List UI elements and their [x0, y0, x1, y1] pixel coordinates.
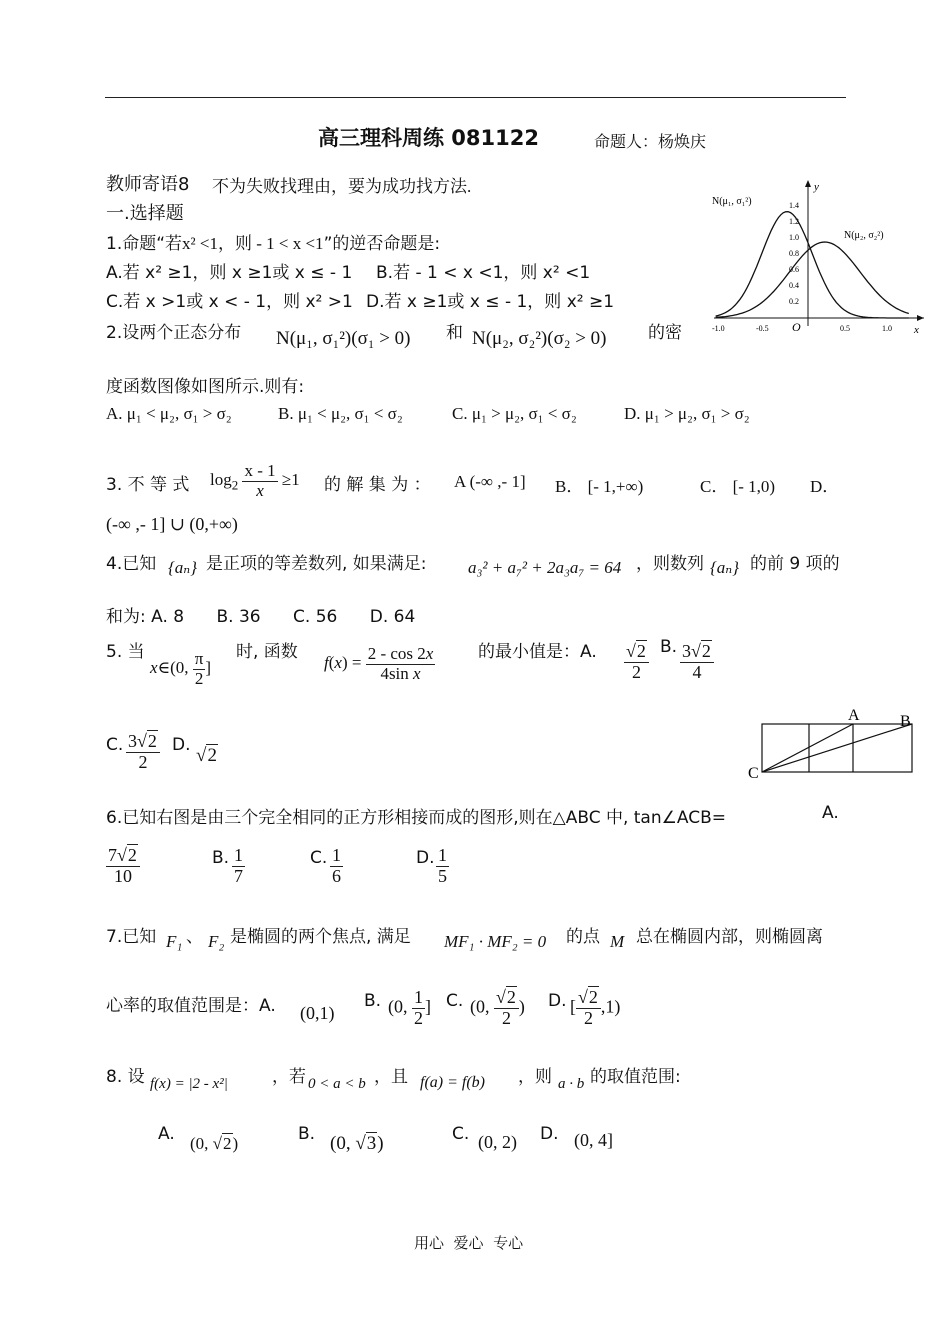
q5-option-a: $\frac{√2}{2}$ — [624, 642, 649, 683]
q7-condition: MF₁ · MF₂ = 0 — [444, 932, 547, 951]
header-rule — [105, 97, 846, 98]
q5-time: 时, 函数 — [236, 642, 298, 662]
y-tick: 0.4 — [789, 281, 799, 290]
x-tick: -1.0 — [712, 324, 725, 333]
q1-stem: 1.命题“若x² <1，则 - 1 < x <1”的逆否命题是: — [106, 234, 441, 254]
q4-pre: 4.已知 — [106, 554, 157, 574]
q5-option-c-label: C. — [106, 735, 124, 755]
q8-mid: ，若 — [272, 1067, 306, 1087]
curve-2-label: N(μ₂, σ₂²) — [844, 230, 884, 241]
x-tick: 0.5 — [840, 324, 850, 333]
author: 命题人：杨焕庆 — [594, 132, 707, 151]
q3-mid: 的 解 集 为 ： — [324, 475, 431, 495]
y-tick: 0.6 — [789, 265, 799, 274]
three-squares-figure — [744, 704, 920, 782]
page-title: 高三理科周练 081122 — [318, 126, 539, 150]
q8-option-a-label: A. — [158, 1124, 175, 1144]
q6-option-b: $\frac{1}{7}$ — [234, 845, 243, 886]
q2-option-d: D. μ₁ > μ₂, σ₁ > σ₂ — [624, 404, 750, 423]
page-footer: 用心 爱心 专心 — [414, 1234, 524, 1252]
q1-option-b: B.若 - 1 < x <1，则 x² <1 — [376, 263, 591, 283]
q5-function: f(x) = $\frac{2 - \cos 2x}{\text{4sin x}}$ — [324, 644, 434, 683]
q4-mid: 是正项的等差数列, 如果满足: — [206, 554, 427, 574]
section-heading: 一.选择题 — [106, 203, 184, 224]
q5-option-d: √2 — [196, 745, 217, 766]
y-tick: 0.2 — [789, 297, 799, 306]
q7-option-a: (0,1) — [300, 1003, 335, 1023]
q7-line2: 心率的取值范围是：A. — [106, 996, 276, 1016]
q8-and: ，且 — [374, 1067, 408, 1087]
q7-focus-1: F₁ — [166, 932, 183, 951]
q2-option-b: B. μ₁ < μ₂, σ₁ < σ₂ — [278, 404, 403, 423]
q8-option-b-label: B. — [298, 1124, 316, 1144]
q3-option-d: (-∞ ,- 1] ∪ (0,+∞) — [106, 514, 238, 534]
normal-distribution-figure — [706, 176, 928, 336]
q7-option-b: (0, $\frac{1}{2}$ ] — [388, 987, 431, 1028]
q4-tail: 的前 9 项的 — [750, 554, 840, 574]
q6-option-c-label: C. — [310, 848, 328, 868]
q4-sequence-2: {aₙ} — [710, 558, 739, 577]
q8-condition-2: f(a) = f(b) — [420, 1074, 485, 1091]
q5-option-b: $\frac{3√2}{4}$ — [680, 642, 714, 683]
q8-option-c: (0, 2) — [478, 1132, 517, 1152]
q1-condition: x² <1，则 - 1 < x <1 — [182, 234, 324, 253]
y-tick: 1.2 — [789, 217, 799, 226]
q1-option-d: D.若 x ≥1或 x ≤ - 1，则 x² ≥1 — [366, 292, 615, 312]
q7-focus-2: F₂ — [208, 932, 225, 951]
motto-text: 不为失败找理由，要为成功找方法. — [212, 177, 472, 196]
y-tick: 1.4 — [789, 201, 799, 210]
q8-option-b: (0, √3) — [330, 1133, 384, 1154]
q2-option-c: C. μ₁ > μ₂, σ₁ < σ₂ — [452, 404, 577, 423]
q2-line2: 度函数图像如图所示.则有: — [106, 377, 305, 397]
motto-label: 教师寄语8 — [106, 174, 190, 195]
point-a-label: A — [848, 707, 860, 724]
x-tick: -0.5 — [756, 324, 769, 333]
q7-option-b-label: B. — [364, 991, 382, 1011]
curve-1 — [716, 212, 909, 318]
x-axis-label: x — [914, 324, 919, 336]
q6-stem: 6.已知右图是由三个完全相同的正方形相接而成的图形,则在△ABC 中, tan∠ACB= — [106, 808, 726, 828]
q5-option-d-label: D. — [172, 735, 191, 755]
q4-condition: a₃² + a₇² + 2a₃a₇ = 64 — [468, 558, 622, 577]
q8-option-a: (0, √2) — [190, 1134, 239, 1153]
q2-dist-1: N(μ₁, σ₁²)(σ₁ > 0) — [276, 328, 411, 349]
q5-domain: x∈(0, $\frac{\pi}{2}$ ] — [150, 649, 212, 688]
q3-option-c: C． [- 1,0) — [700, 477, 776, 496]
q7-point-m: M — [610, 932, 625, 951]
q8-function: f(x) = |2 - x²| — [150, 1076, 228, 1092]
q7-option-d-label: D. — [548, 991, 567, 1011]
q4-options: 和为: A. 8 B. 36 C. 56 D. 64 — [106, 607, 416, 627]
q4-sequence: {aₙ} — [168, 558, 197, 577]
q8-condition: 0 < a < b — [308, 1076, 366, 1092]
point-c-label: C — [748, 765, 759, 782]
q8-product: a · b — [558, 1076, 585, 1092]
q2-stem: 2.设两个正态分布 — [106, 323, 242, 343]
q8-pre: 8. 设 — [106, 1067, 145, 1087]
origin-label: O — [792, 320, 801, 334]
q7-option-c-label: C. — [446, 991, 464, 1011]
q6-option-b-label: B. — [212, 848, 230, 868]
q4-post: ，则数列 — [636, 554, 704, 574]
y-axis-label: y — [814, 181, 819, 193]
y-tick: 0.8 — [789, 249, 799, 258]
q2-option-a: A. μ₁ < μ₂, σ₁ > σ₂ — [106, 404, 232, 423]
q3-pre: 3. 不 等 式 — [106, 475, 190, 495]
q6-option-d: $\frac{1}{5}$ — [438, 845, 447, 886]
q6-option-a: $\frac{7√2}{10}$ — [106, 846, 140, 887]
q3-option-a: A (-∞ ,- 1] — [454, 472, 526, 491]
q8-option-d: (0, 4] — [574, 1130, 613, 1150]
q7-pre: 7.已知 — [106, 927, 157, 947]
q1-option-c: C.若 x >1或 x < - 1，则 x² >1 — [106, 292, 353, 312]
q7-tail: 总在椭圆内部，则椭圆离 — [636, 927, 823, 947]
q5-pre: 5. 当 — [106, 642, 145, 662]
q6-option-d-label: D. — [416, 848, 435, 868]
q7-mid: 是椭圆的两个焦点, 满足 — [230, 927, 411, 947]
curve-1-label: N(μ₁, σ₁²) — [712, 196, 752, 207]
q3-inequality: $\log_2$ $\frac{x - 1}{x}$ ≥1 — [210, 461, 300, 500]
y-tick: 1.0 — [789, 233, 799, 242]
x-tick: 1.0 — [882, 324, 892, 333]
q6-option-c: $\frac{1}{6}$ — [332, 845, 341, 886]
y-tick-labels — [789, 201, 799, 306]
q7-post: 的点 — [566, 927, 600, 947]
q5-post: 的最小值是：A. — [478, 642, 597, 662]
q1-option-a: A.若 x² ≥1，则 x ≥1或 x ≤ - 1 — [106, 263, 353, 283]
q6-option-a-label: A. — [822, 803, 839, 823]
q2-and: 和 — [446, 323, 463, 343]
q7-sep: 、 — [186, 927, 203, 947]
q5-option-c: $\frac{3√2}{2}$ — [126, 732, 160, 773]
q3-option-d-label: D． — [810, 477, 840, 496]
x-tick-labels — [712, 324, 892, 333]
q5-option-b-label: B. — [660, 637, 678, 657]
q8-option-d-label: D. — [540, 1124, 559, 1144]
q7-option-d: [ $\frac{√2}{2}$ ,1) — [570, 987, 621, 1028]
q8-post: 的取值范围: — [590, 1067, 681, 1087]
q8-then: ，则 — [518, 1067, 552, 1087]
q2-dist-2: N(μ₂, σ₂²)(σ₂ > 0) — [472, 328, 607, 349]
q8-option-c-label: C. — [452, 1124, 470, 1144]
q2-post: 的密 — [648, 323, 682, 343]
point-b-label: B — [900, 713, 911, 730]
q3-option-b: B． [- 1,+∞) — [555, 477, 644, 496]
q7-option-c: (0, $\frac{√2}{2}$ ) — [470, 987, 525, 1028]
